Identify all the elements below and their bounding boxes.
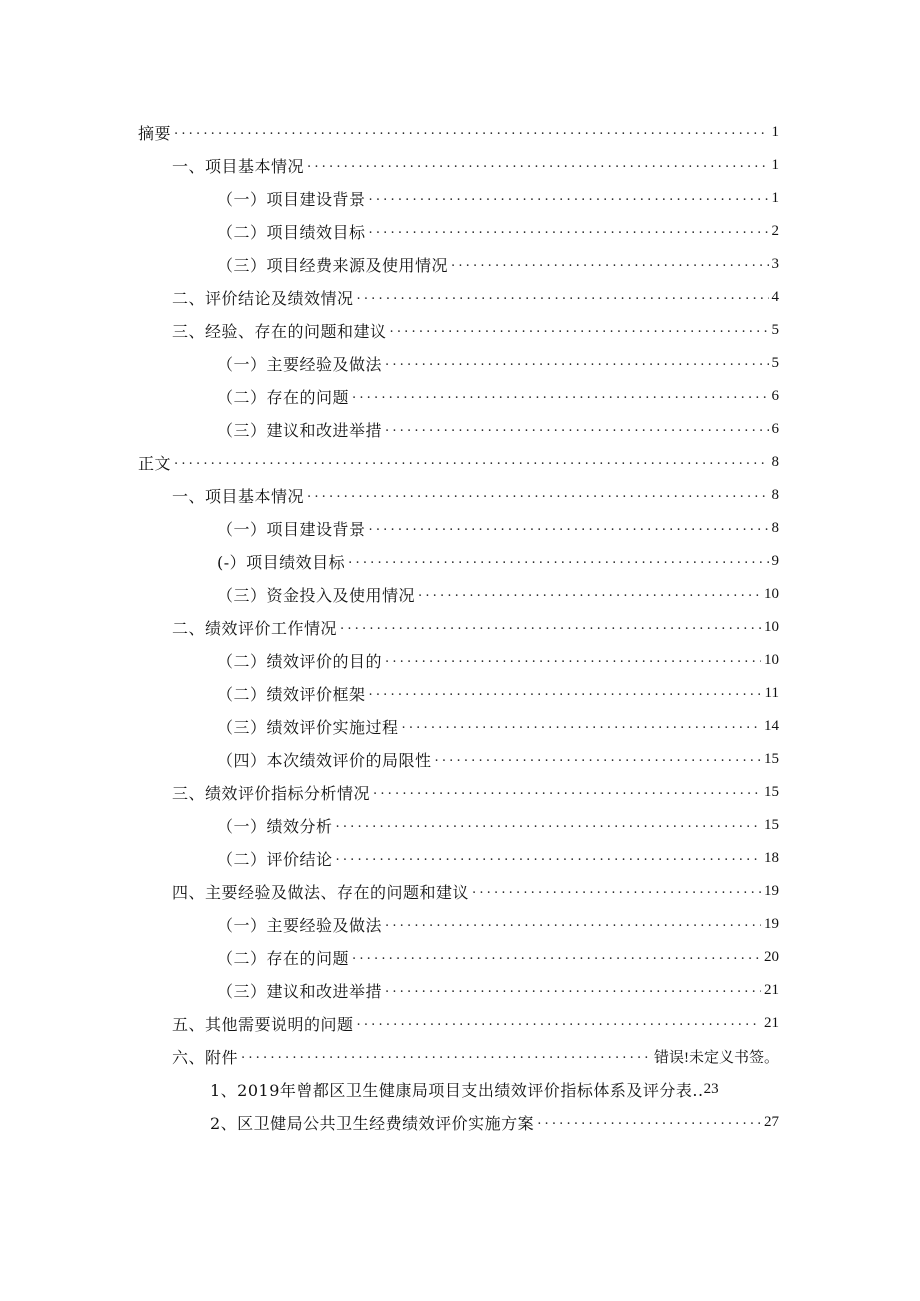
toc-entry[interactable] bbox=[172, 149, 779, 182]
toc-entry-label: （一）项目建设背景 bbox=[217, 190, 366, 209]
toc-entry-main-text[interactable] bbox=[138, 446, 779, 479]
toc-page-number: 1 bbox=[771, 124, 779, 140]
toc-entry-label: （二）评价结论 bbox=[217, 850, 333, 869]
toc-leader-dots bbox=[390, 320, 769, 338]
toc-leader-dots bbox=[472, 881, 761, 899]
toc-page-number: 11 bbox=[764, 685, 779, 701]
toc-entry-label: （一）绩效分析 bbox=[217, 817, 333, 836]
toc-page-number: 2 bbox=[771, 223, 779, 239]
toc-page-number: 14 bbox=[764, 718, 779, 734]
toc-entry[interactable] bbox=[172, 776, 779, 809]
toc-page-number: 21 bbox=[764, 1015, 779, 1031]
toc-entry[interactable] bbox=[172, 281, 779, 314]
toc-entry[interactable] bbox=[172, 314, 779, 347]
toc-entry-label: （三）建议和改进举措 bbox=[217, 982, 383, 1001]
toc-entry-label: 1、2019年曾都区卫生健康局项目支出绩效评价指标体系及评分表.. bbox=[210, 1081, 704, 1100]
toc-page-number: 20 bbox=[764, 949, 779, 965]
toc-entry-label: （一）主要经验及做法 bbox=[217, 916, 383, 935]
toc-leader-dots bbox=[174, 452, 768, 470]
toc-entry-label: 五、其他需要说明的问题 bbox=[172, 1015, 354, 1034]
toc-entry-label: 一、项目基本情况 bbox=[172, 157, 305, 176]
toc-entry[interactable] bbox=[217, 182, 779, 215]
toc-entry-abstract[interactable] bbox=[138, 116, 779, 149]
toc-entry[interactable] bbox=[217, 248, 779, 281]
toc-page-number: 27 bbox=[764, 1114, 779, 1130]
toc-entry[interactable] bbox=[172, 611, 779, 644]
toc-entry[interactable] bbox=[217, 578, 779, 611]
toc-leader-dots bbox=[348, 551, 768, 569]
toc-entry[interactable] bbox=[210, 1073, 779, 1106]
toc-entry[interactable] bbox=[217, 215, 779, 248]
toc-leader-dots bbox=[352, 947, 761, 965]
toc-page-number: 错误!未定义书签。 bbox=[654, 1050, 779, 1066]
toc-entry-label: （四）本次绩效评价的局限性 bbox=[217, 751, 432, 770]
toc-entry-label: （二）绩效评价的目的 bbox=[217, 652, 383, 671]
toc-page-number: 6 bbox=[771, 388, 779, 404]
toc-entry[interactable] bbox=[217, 380, 779, 413]
toc-page-number: 18 bbox=[764, 850, 779, 866]
toc-entry[interactable] bbox=[217, 512, 779, 545]
toc-page-number: 21 bbox=[764, 982, 779, 998]
toc-leader-dots bbox=[369, 683, 762, 701]
toc-entry-label: 二、评价结论及绩效情况 bbox=[172, 289, 354, 308]
toc-entry[interactable] bbox=[172, 1040, 779, 1073]
toc-entry-label: 摘要 bbox=[138, 124, 172, 143]
toc-page-number: 1 bbox=[771, 190, 779, 206]
toc-leader-dots bbox=[418, 584, 761, 602]
toc-entry[interactable] bbox=[217, 413, 779, 446]
toc-page-number: 8 bbox=[771, 520, 779, 536]
toc-entry[interactable] bbox=[217, 644, 779, 677]
toc-entry-label: （二）存在的问题 bbox=[217, 388, 350, 407]
toc-leader-dots bbox=[385, 353, 768, 371]
toc-page-number: 9 bbox=[771, 553, 779, 569]
toc-page-number: 15 bbox=[764, 751, 779, 767]
toc-entry[interactable] bbox=[217, 974, 779, 1007]
toc-leader-dots bbox=[402, 716, 761, 734]
toc-page-number: 10 bbox=[764, 619, 779, 635]
toc-entry-label: （二）绩效评价框架 bbox=[217, 685, 366, 704]
toc-entry[interactable] bbox=[217, 347, 779, 380]
toc-leader-dots bbox=[373, 782, 761, 800]
toc-page-number: 15 bbox=[764, 817, 779, 833]
toc-entry-label: （三）建议和改进举措 bbox=[217, 421, 383, 440]
toc-leader-dots bbox=[385, 914, 761, 932]
toc-page-number: 8 bbox=[771, 487, 779, 503]
toc-entry[interactable] bbox=[210, 1106, 779, 1139]
toc-leader-dots bbox=[385, 980, 761, 998]
toc-leader-dots bbox=[336, 815, 761, 833]
toc-leader-dots bbox=[357, 287, 769, 305]
toc-entry-label: （三）项目经费来源及使用情况 bbox=[217, 256, 449, 275]
toc-page-number: 23 bbox=[703, 1081, 719, 1097]
toc-leader-dots bbox=[357, 1013, 761, 1031]
toc-page-number: 3 bbox=[771, 256, 779, 272]
toc-entry[interactable] bbox=[217, 545, 779, 578]
toc-page-number: 19 bbox=[764, 916, 779, 932]
toc-leader-dots bbox=[385, 650, 761, 668]
toc-leader-dots bbox=[385, 419, 768, 437]
toc-leader-dots bbox=[307, 485, 768, 503]
toc-entry-label: （二）存在的问题 bbox=[217, 949, 350, 968]
toc-page-number: 10 bbox=[764, 652, 779, 668]
toc-page-number: 5 bbox=[771, 355, 779, 371]
toc-entry-label: 正文 bbox=[138, 454, 172, 473]
toc-entry[interactable] bbox=[172, 479, 779, 512]
toc-leader-dots bbox=[369, 518, 769, 536]
toc-page-number: 5 bbox=[771, 322, 779, 338]
toc-entry[interactable] bbox=[217, 809, 779, 842]
toc-entry-label: （三）资金投入及使用情况 bbox=[217, 586, 416, 605]
toc-entry-label: （一）主要经验及做法 bbox=[217, 355, 383, 374]
toc-leader-dots bbox=[352, 386, 768, 404]
toc-entry-label: (-）项目绩效目标 bbox=[217, 553, 346, 572]
toc-entry[interactable] bbox=[217, 908, 779, 941]
toc-entry-label: （三）绩效评价实施过程 bbox=[217, 718, 399, 737]
toc-leader-dots bbox=[241, 1046, 651, 1064]
toc-entry[interactable] bbox=[217, 677, 779, 710]
toc-entry[interactable] bbox=[217, 842, 779, 875]
toc-page-number: 1 bbox=[771, 157, 779, 173]
toc-leader-dots bbox=[435, 749, 761, 767]
toc-leader-dots bbox=[369, 221, 769, 239]
toc-entry-label: （一）项目建设背景 bbox=[217, 520, 366, 539]
toc-page-number: 6 bbox=[771, 421, 779, 437]
toc-entry[interactable] bbox=[217, 743, 779, 776]
toc-entry-label: 四、主要经验及做法、存在的问题和建议 bbox=[172, 883, 470, 902]
toc-entry[interactable] bbox=[172, 875, 779, 908]
toc-page-number: 19 bbox=[764, 883, 779, 899]
toc-entry-label: 2、区卫健局公共卫生经费绩效评价实施方案 bbox=[210, 1114, 535, 1133]
toc-leader-dots bbox=[369, 188, 769, 206]
toc-leader-dots bbox=[336, 848, 761, 866]
toc-page-number: 8 bbox=[771, 454, 779, 470]
toc-entry-label: 一、项目基本情况 bbox=[172, 487, 305, 506]
toc-entry-label: 三、绩效评价指标分析情况 bbox=[172, 784, 371, 803]
toc-leader-dots bbox=[451, 254, 768, 272]
toc-entry-label: 六、附件 bbox=[172, 1048, 239, 1067]
toc-entry-label: 三、经验、存在的问题和建议 bbox=[172, 322, 387, 341]
toc-page-number: 15 bbox=[764, 784, 779, 800]
toc-entry[interactable] bbox=[217, 941, 779, 974]
toc-leader-dots bbox=[537, 1112, 761, 1130]
toc-entry[interactable] bbox=[172, 1007, 779, 1040]
toc-entry-label: （二）项目绩效目标 bbox=[217, 223, 366, 242]
toc-leader-dots bbox=[307, 155, 768, 173]
toc-page-number: 4 bbox=[771, 289, 779, 305]
toc-leader-dots bbox=[174, 122, 768, 140]
toc-entry[interactable] bbox=[217, 710, 779, 743]
toc-entry-label: 二、绩效评价工作情况 bbox=[172, 619, 338, 638]
toc-leader-dots bbox=[340, 617, 761, 635]
toc-page-number: 10 bbox=[764, 586, 779, 602]
